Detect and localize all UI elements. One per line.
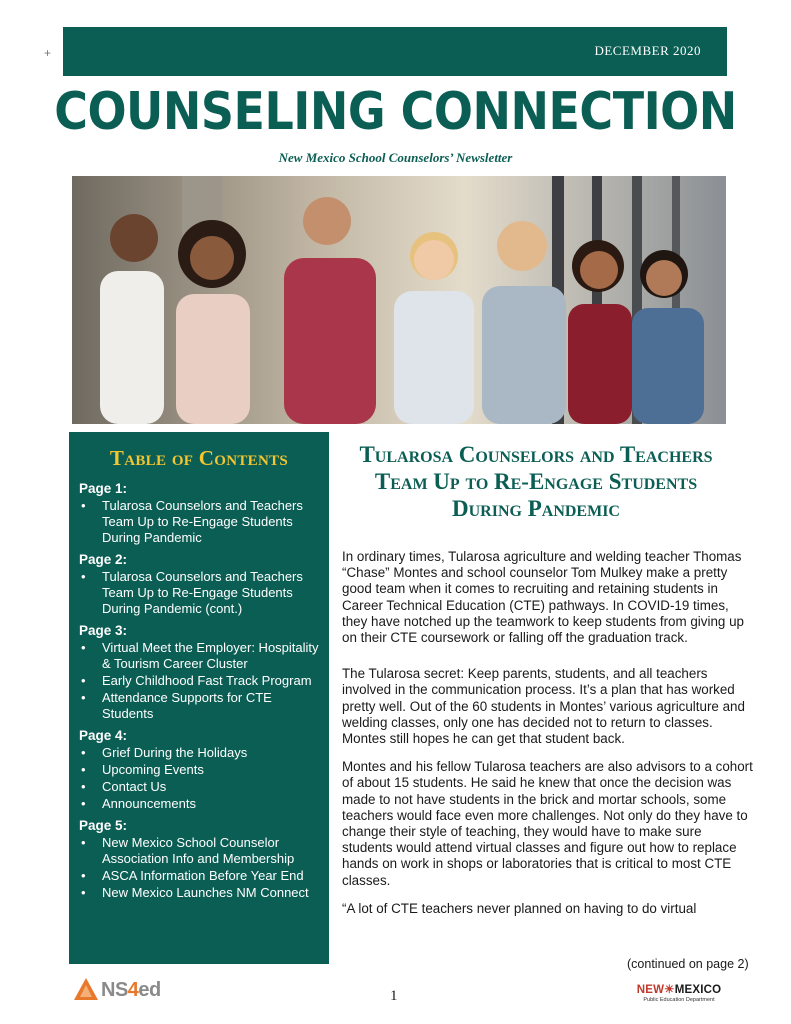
ns4ed-logo [73,977,193,1003]
toc-item-label: New Mexico Launches NM Connect [102,885,309,900]
article-paragraph: Montes and his fellow Tularosa teachers are also advisors to a cohort of about 15 students. He said he knew that once the decision was made to not have students in the brick and mortar schools, some teachers would face even more challenges. Not only do they have to change their style of teaching, they would have to make sure students would attend virtual classes and figure out how to replace hands on work in shops or laboratories that is critical to most CTE classes. [342,759,753,888]
toc-page-label: Page 5: [79,818,128,833]
toc-section [79,552,319,617]
toc-item-label: Attendance Supports for CTE Students [102,690,272,721]
toc-item-label: Upcoming Events [102,762,204,777]
header-bar [63,27,727,76]
article-paragraph: “A lot of CTE teachers never planned on having to do virtual [342,900,697,916]
toc-page-label: Page 3: [79,623,128,638]
toc-section [79,818,319,901]
students-group-photo [72,176,726,424]
toc-item-label: ASCA Information Before Year End [102,868,304,883]
toc-item-label: Early Childhood Fast Track Program [102,673,312,688]
toc-item-label: Grief During the Holidays [102,745,248,760]
zia-sun-icon: ☀ [664,984,675,996]
photo-illustration [72,176,726,424]
article-body [342,549,754,929]
bullet-icon: • [81,690,86,705]
toc-item[interactable] [79,690,319,722]
toc-item[interactable] [79,762,319,778]
newsletter-subtitle: New Mexico School Counselors’ Newsletter [278,150,513,165]
toc-title: Table of Contents [109,446,289,470]
toc-item-label: Contact Us [102,779,167,794]
article-paragraph: In ordinary times, Tularosa agriculture and welding teacher Thomas “Chase” Montes and school counselor Tom Mulkey make a pretty good team when it comes to recruiting and retaining students in Career Technical Education (CTE) pathways. In COVID-19 times, they have notched up the teamwork to keep students from giving up on their CTE coursework or falling off the graduation track. [342,549,744,646]
bullet-icon: • [81,673,86,688]
toc-item-label: Virtual Meet the Employer: Hospitality & Tourism Career Cluster [102,640,319,671]
toc-page-label: Page 2: [79,552,128,567]
toc-item-label: Tularosa Counselors and Teachers Team Up to Re-Engage Students During Pandemic (cont.) [102,569,303,616]
article-title: Tularosa Counselors and Teachers Team Up to Re-Engage Students During Pandemic [359,442,713,521]
toc-item-label: New Mexico School Counselor Association Info and Membership [102,835,295,866]
toc-page-label: Page 1: [79,481,128,496]
toc-item[interactable] [79,779,319,795]
bullet-icon: • [81,835,86,850]
bullet-icon: • [81,569,86,584]
continued-note: (continued on page 2) [627,957,749,971]
page-number: 1 [390,988,398,1004]
bullet-icon: • [81,796,86,811]
toc-item-label: Tularosa Counselors and Teachers Team Up to Re-Engage Students During Pandemic [102,498,303,545]
bullet-icon: • [81,868,86,883]
toc-item[interactable] [79,640,319,672]
newsletter-title: COUNSELING CONNECTION [54,80,737,142]
toc-item[interactable] [79,498,319,546]
toc-item[interactable] [79,868,319,884]
nm-wordmark: NEW☀MEXICO [636,984,722,996]
bullet-icon: • [81,745,86,760]
toc-page-label: Page 4: [79,728,128,743]
bullet-icon: • [81,779,86,794]
toc-item[interactable] [79,835,319,867]
toc-item-label: Announcements [102,796,196,811]
bullet-icon: • [81,498,86,513]
toc-item[interactable] [79,569,319,617]
toc-item[interactable] [79,673,319,689]
toc-item[interactable] [79,885,319,901]
nm-ped-subtitle: Public Education Department [643,997,715,1003]
toc-section [79,623,319,722]
toc-item[interactable] [79,745,319,761]
bullet-icon: • [81,885,86,900]
bullet-icon: • [81,762,86,777]
nm-ped-logo [633,982,725,1012]
ns4ed-triangle-icon [73,977,99,1001]
toc-section [79,481,319,546]
toc-item[interactable] [79,796,319,812]
table-of-contents [69,432,329,964]
toc-section [79,728,319,812]
crop-mark: + [44,46,52,60]
article-paragraph: The Tularosa secret: Keep parents, students, and all teachers involved in the communication process. It’s a plan that has worked pretty well. Out of the 60 students in Montes’ various agriculture and welding classes, only one has decided not to return to classes. Montes still hopes he can get that student back. [342,666,745,747]
ns4ed-wordmark: NS4ed [101,979,161,1001]
issue-date: DECEMBER 2020 [594,43,701,58]
bullet-icon: • [81,640,86,655]
